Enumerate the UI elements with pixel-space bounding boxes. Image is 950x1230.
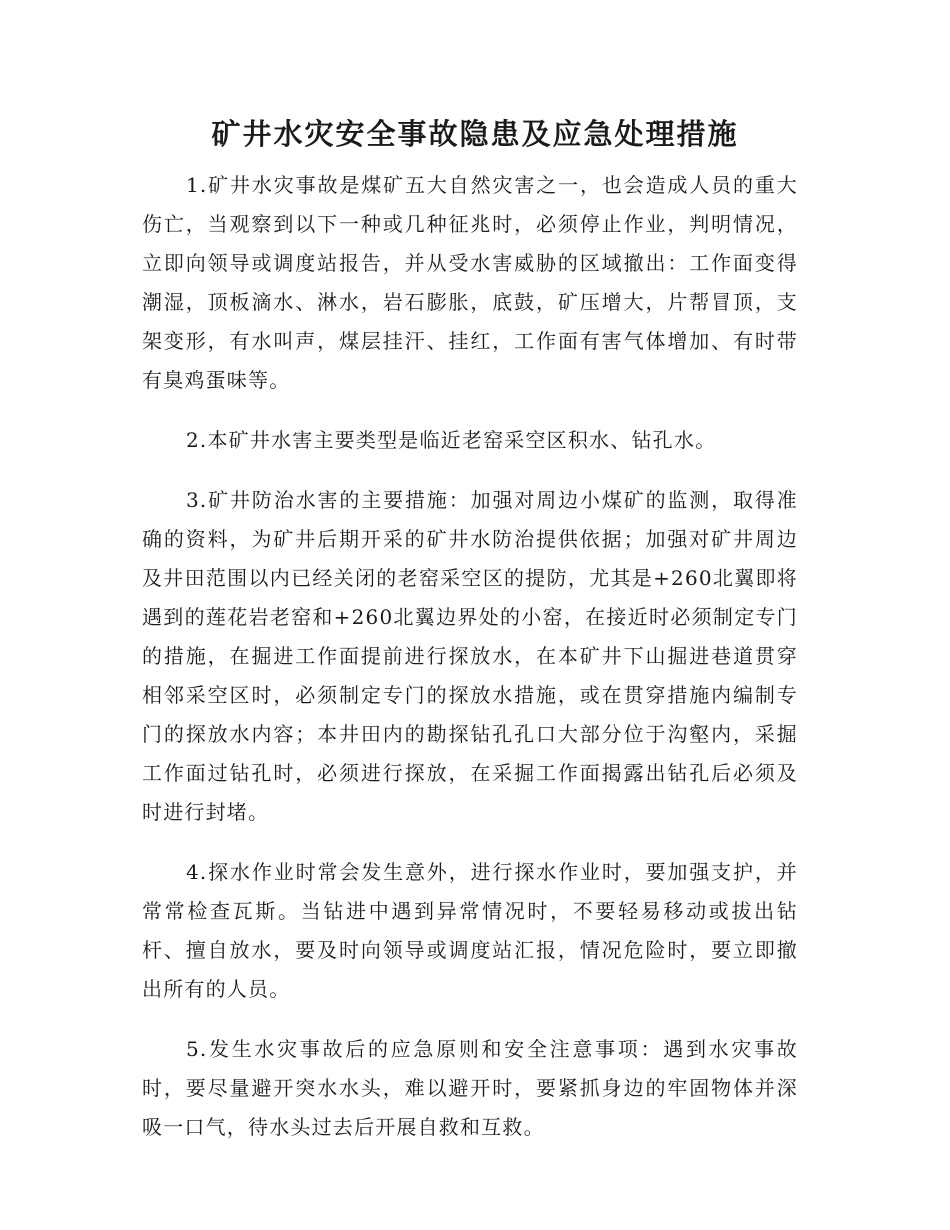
paragraph-3: 3.矿井防治水害的主要措施：加强对周边小煤矿的监测，取得准确的资料，为矿井后期开采的矿井水防治提供依据；加强对矿井周边及井田范围以内已经关闭的老窑采空区的提防，尤其是+260北翼即将遇到的莲花岩老窑和+260北翼边界处的小窑，在接近时必须制定专门的措施，在掘进工作面提前进行探放水，在本矿井下山掘进巷道贯穿相邻采空区时，必须制定专门的探放水措施，或在贯穿措施内编制专门的探放水内容；本井田内的勘探钻孔孔口大部分位于沟壑内，采掘工作面过钻孔时，必须进行探放，在采掘工作面揭露出钻孔后必须及时进行封堵。 — [142, 488, 798, 824]
paragraph-1: 1.矿井水灾事故是煤矿五大自然灾害之一，也会造成人员的重大伤亡，当观察到以下一种或几种征兆时，必须停止作业，判明情况，立即向领导或调度站报告，并从受水害威胁的区域撤出：工作面变得潮湿，顶板滴水、淋水，岩石膨胀，底鼓，矿压增大，片帮冒顶，支架变形，有水叫声，煤层挂汗、挂红，工作面有害气体增加、有时带有臭鸡蛋味等。 — [142, 173, 798, 392]
document-title: 矿井水灾安全事故隐患及应急处理措施 — [211, 117, 739, 151]
paragraph-2: 2.本矿井水害主要类型是临近老窑采空区积水、钻孔水。 — [186, 428, 717, 452]
paragraph-5: 5.发生水灾事故后的应急原则和安全注意事项：遇到水灾事故时，要尽量避开突水水头，难以避开时，要紧抓身边的牢固物体并深吸一口气，待水头过去后开展自救和互救。 — [142, 1037, 798, 1139]
paragraph-4: 4.探水作业时常会发生意外，进行探水作业时，要加强支护，并常常检查瓦斯。当钻进中遇到异常情况时，不要轻易移动或拔出钻杆、擅自放水，要及时向领导或调度站汇报，情况危险时，要立即撤出所有的人员。 — [142, 860, 798, 1001]
